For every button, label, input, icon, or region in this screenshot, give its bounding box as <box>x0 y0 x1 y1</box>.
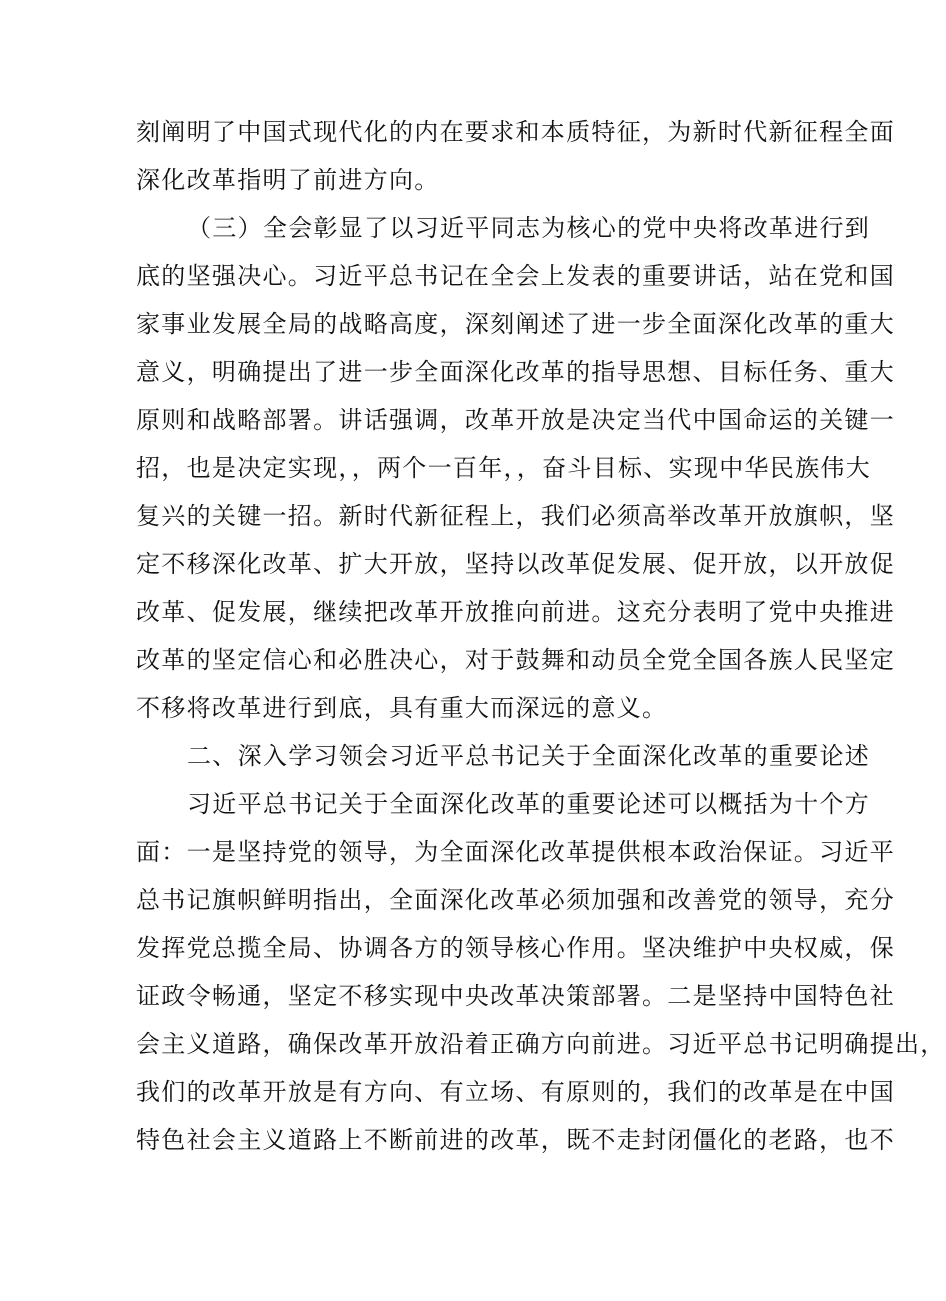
text-line: 我们的改革开放是有方向、有立场、有原则的，我们的改革是在中国 <box>136 1078 895 1106</box>
text-line: 改革、促发展，继续把改革开放推向前进。这充分表明了党中央推进 <box>136 598 895 626</box>
text-line: 改革的坚定信心和必胜决心，对于鼓舞和动员全党全国各族人民坚定 <box>136 646 895 674</box>
text-line: 总书记旗帜鲜明指出，全面深化改革必须加强和改善党的领导，充分 <box>136 886 895 914</box>
text-line: 深化改革指明了前进方向。 <box>136 166 440 194</box>
text-line: 刻阐明了中国式现代化的内在要求和本质特征，为新时代新征程全面 <box>136 118 895 146</box>
text-line: 原则和战略部署。讲话强调，改革开放是决定当代中国命运的关键一 <box>136 406 895 434</box>
text-line: 特色社会主义道路上不断前进的改革，既不走封闭僵化的老路，也不 <box>136 1126 895 1154</box>
text-line: 会主义道路，确保改革开放沿着正确方向前进。习近平总书记明确提出， <box>136 1030 946 1058</box>
text-line: 复兴的关键一招。新时代新征程上，我们必须高举改革开放旗帜，坚 <box>136 502 895 530</box>
text-line: 发挥党总揽全局、协调各方的领导核心作用。坚决维护中央权威，保 <box>136 934 895 962</box>
text-line: 意义，明确提出了进一步全面深化改革的指导思想、目标任务、重大 <box>136 358 895 386</box>
text-line: 招，也是决定实现，，两个一百年，，奋斗目标、实现中华民族伟大 <box>136 454 871 482</box>
text-line: 定不移深化改革、扩大开放，坚持以改革促发展、促开放，以开放促 <box>136 550 895 578</box>
text-line: 证政令畅通，坚定不移实现中央改革决策部署。二是坚持中国特色社 <box>136 982 895 1010</box>
text-line: 家事业发展全局的战略高度，深刻阐述了进一步全面深化改革的重大 <box>136 310 895 338</box>
section-heading: 二、深入学习领会习近平总书记关于全面深化改革的重要论述 <box>187 742 871 770</box>
text-line: 习近平总书记关于全面深化改革的重要论述可以概括为十个方 <box>187 790 871 818</box>
text-line: 底的坚强决心。习近平总书记在全会上发表的重要讲话，站在党和国 <box>136 262 895 290</box>
text-line: 面：一是坚持党的领导，为全面深化改革提供根本政治保证。习近平 <box>136 838 895 866</box>
subsection-heading-line: （三）全会彰显了以习近平同志为核心的党中央将改革进行到 <box>187 214 871 242</box>
text-line: 不移将改革进行到底，具有重大而深远的意义。 <box>136 694 668 722</box>
